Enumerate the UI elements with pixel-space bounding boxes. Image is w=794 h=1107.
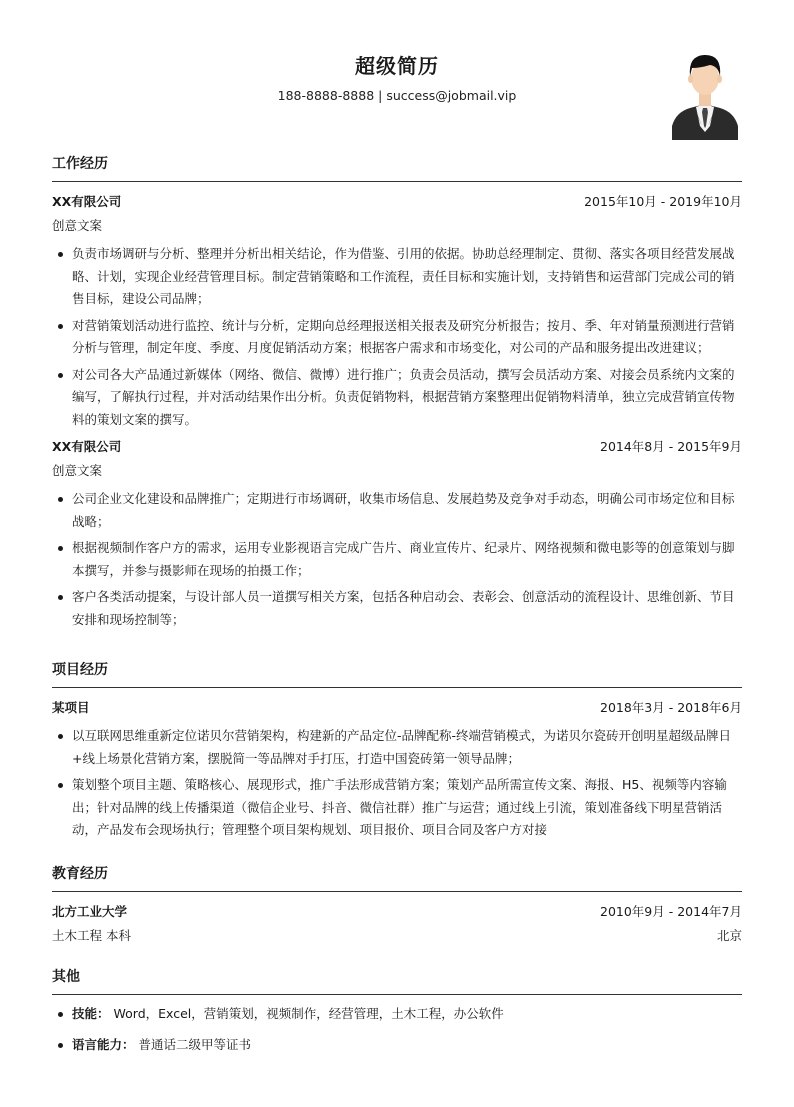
candidate-name: 超级简历 bbox=[355, 54, 439, 78]
list-item: 负责市场调研与分析、整理并分析出相关结论，作为借鉴、引用的依据。协助总经理制定、贯彻、落实各项目经营发展战略、计划，实现企业经营管理目标。制定营销策略和工作流程，责任目标和实施计划，支持销售和运营部门完成公司的销售目标，建设公司品牌； bbox=[52, 243, 742, 311]
work-entry bbox=[52, 190, 742, 431]
school-location: 北京 bbox=[716, 928, 742, 943]
education-section bbox=[52, 864, 742, 948]
contact-info: 188-8888-8888 | success@jobmail.vip bbox=[277, 88, 517, 103]
list-item: 客户各类活动提案，与设计部人员一道撰写相关方案，包括各种启动会、表彰会、创意活动的流程设计、思维创新、节目安排和现场控制等； bbox=[52, 586, 742, 631]
school-name: 北方工业大学 bbox=[52, 904, 128, 919]
company-name: XX有限公司 bbox=[52, 439, 122, 454]
project-name: 某项目 bbox=[52, 700, 90, 715]
job-title: 创意文案 bbox=[52, 463, 103, 478]
list-item: 对公司各大产品通过新媒体（网络、微信、微博）进行推广；负责会员活动，撰写会员活动方案、对接会员系统内文案的编写，了解执行过程，并对活动结果作出分析。负责促销物料，根据营销方案整理出促销物料清单，独立完成营销宣传物料的策划文案的撰写。 bbox=[52, 364, 742, 432]
skills-label: 技能： bbox=[72, 1006, 110, 1021]
work-section-title: 工作经历 bbox=[52, 154, 742, 182]
list-item: 策划整个项目主题、策略核心、展现形式，推广手法形成营销方案；策划产品所需宣传文案、海报、H5、视频等内容输出；针对品牌的线上传播渠道（微信企业号、抖音、微信社群）推广与运营；通过线上引流，策划准备线下明星营销活动，产品发布会现场执行；管理整个项目架构规划、项目报价、项目合同及客户方对接 bbox=[52, 774, 742, 842]
major-degree: 土木工程 本科 bbox=[52, 928, 131, 943]
list-item: 以互联网思维重新定位诺贝尔营销架构，构建新的产品定位-品牌配称-终端营销模式，为诺贝尔瓷砖开创明星超级品牌日+线上场景化营销方案，摆脱简一等品牌对手打压，打造中国瓷砖第一领导品牌； bbox=[52, 725, 742, 770]
employment-dates: 2014年8月 - 2015年9月 bbox=[600, 439, 742, 454]
project-dates: 2018年3月 - 2018年6月 bbox=[600, 700, 742, 715]
education-dates: 2010年9月 - 2014年7月 bbox=[600, 904, 742, 919]
language-item bbox=[52, 1034, 742, 1057]
education-entry bbox=[52, 900, 742, 948]
job-title: 创意文案 bbox=[52, 218, 103, 233]
list-item: 对营销策划活动进行监控、统计与分析，定期向总经理报送相关报表及研究分析报告；按月、季、年对销量预测进行营销分析与管理，制定年度、季度、月度促销活动方案；根据客户需求和市场变化，对公司的产品和服务提出改进建议； bbox=[52, 315, 742, 360]
list-item: 根据视频制作客户方的需求，运用专业影视语言完成广告片、商业宣传片、纪录片、网络视频和微电影等的创意策划与脚本撰写，并参与摄影师在现场的拍摄工作； bbox=[52, 537, 742, 582]
avatar bbox=[670, 46, 740, 140]
other-section-title: 其他 bbox=[52, 967, 742, 995]
language-label: 语言能力： bbox=[72, 1036, 135, 1052]
project-section-title: 项目经历 bbox=[52, 660, 742, 688]
project-section bbox=[52, 660, 742, 846]
resume-header bbox=[52, 52, 742, 144]
work-entry bbox=[52, 435, 742, 631]
project-entry bbox=[52, 696, 742, 842]
company-name: XX有限公司 bbox=[52, 194, 122, 209]
work-section bbox=[52, 154, 742, 635]
other-section bbox=[52, 967, 742, 1060]
employment-dates: 2015年10月 - 2019年10月 bbox=[584, 194, 742, 209]
skills-item bbox=[52, 1003, 742, 1026]
skills-value: Word，Excel，营销策划，视频制作，经营管理，土木工程，办公软件 bbox=[113, 1006, 504, 1021]
language-value: 普通话二级甲等证书 bbox=[138, 1036, 252, 1052]
education-section-title: 教育经历 bbox=[52, 864, 742, 892]
list-item: 公司企业文化建设和品牌推广；定期进行市场调研，收集市场信息、发展趋势及竞争对手动态，明确公司市场定位和目标战略； bbox=[52, 488, 742, 533]
